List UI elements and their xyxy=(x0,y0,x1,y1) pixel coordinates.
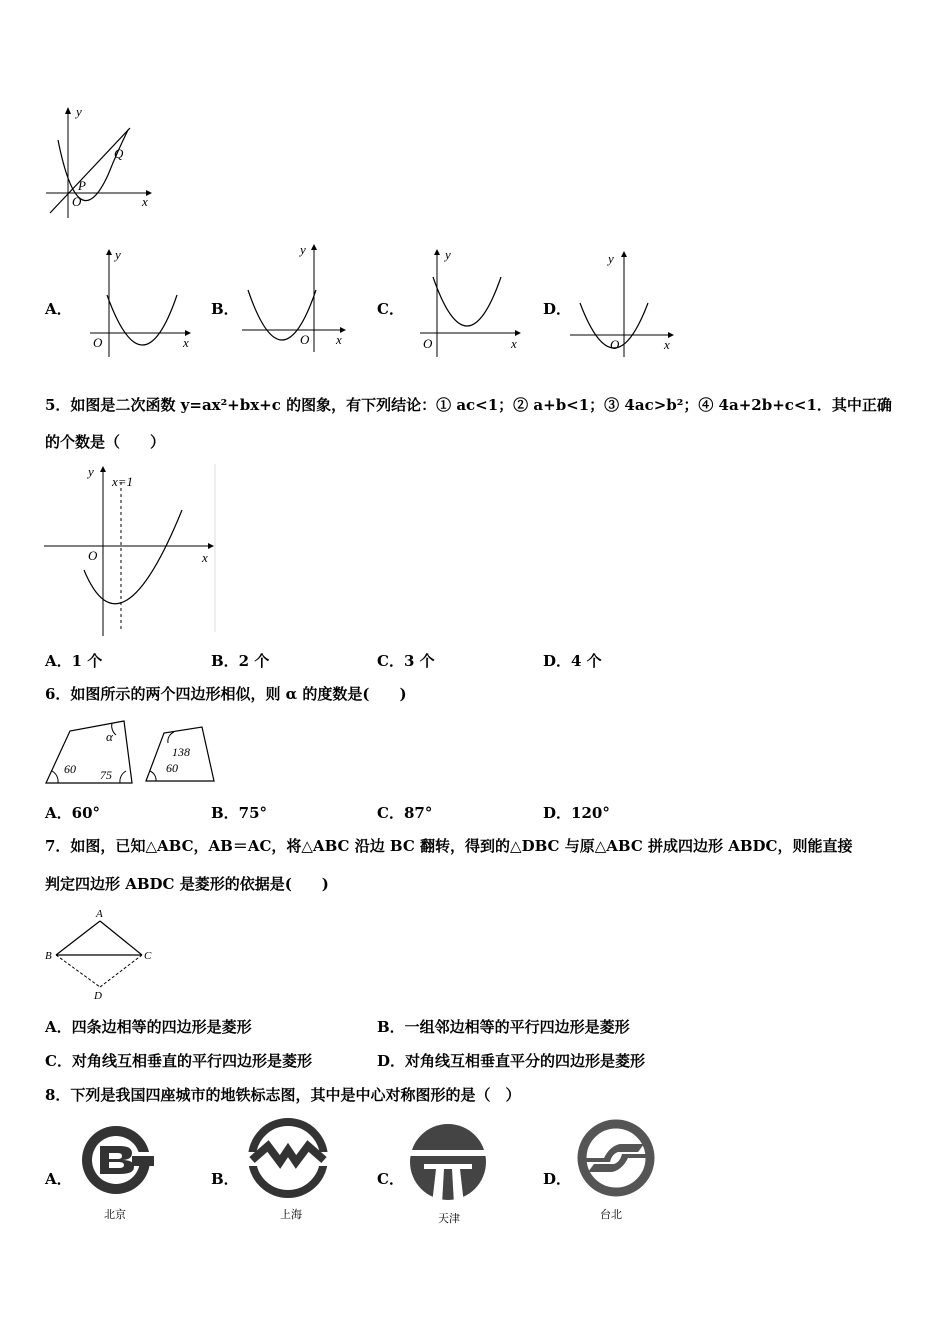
shanghai-metro-logo-icon[interactable] xyxy=(246,1116,330,1200)
q8-city-taipei: 台北 xyxy=(600,1208,622,1221)
q6-label-60b: 60 xyxy=(166,761,178,775)
q7-option-b[interactable]: B．一组邻边相等的平行四边形是菱形 xyxy=(377,1018,630,1036)
q4d-label-y: y xyxy=(608,251,614,266)
q4-label-y: y xyxy=(76,104,82,119)
q8-option-b-letter[interactable]: B． xyxy=(211,1170,239,1188)
q4-option-a-graph[interactable] xyxy=(85,245,195,357)
q6-label-75: 75 xyxy=(100,768,112,782)
q4b-label-y: y xyxy=(300,242,306,257)
q4d-label-o: O xyxy=(610,337,620,352)
q8-city-beijing: 北京 xyxy=(104,1208,126,1221)
q5-option-a[interactable]: A．1 个 xyxy=(45,652,103,670)
taipei-metro-logo-icon[interactable] xyxy=(574,1118,660,1202)
q4-stem-figure xyxy=(42,100,160,220)
q4b-label-o: O xyxy=(300,332,310,347)
q4-option-b-graph[interactable] xyxy=(240,240,350,352)
q4-option-d-letter[interactable]: D． xyxy=(543,300,572,318)
q7-option-a[interactable]: A．四条边相等的四边形是菱形 xyxy=(45,1018,252,1036)
q6-figure xyxy=(42,715,222,790)
q8-option-c-letter[interactable]: C． xyxy=(377,1170,404,1188)
q4-option-c-graph[interactable] xyxy=(415,245,527,357)
tianjin-metro-logo-icon[interactable] xyxy=(406,1120,490,1204)
q7-option-c[interactable]: C．对角线互相垂直的平行四边形是菱形 xyxy=(45,1052,312,1070)
q7-label-d: D xyxy=(94,990,102,1002)
q8-city-tianjin: 天津 xyxy=(438,1212,460,1225)
q4b-label-x: x xyxy=(336,332,342,347)
q7-stem-line1: 7．如图，已知△ABC，AB＝AC，将△ABC 沿边 BC 翻转，得到的△DBC 与原△ABC 拼成四边形 ABDC，则能直接 xyxy=(45,837,853,855)
q6-option-c[interactable]: C．87° xyxy=(377,804,433,822)
q7-stem-line2: 判定四边形 ABDC 是菱形的依据是( ) xyxy=(45,875,329,893)
q5-option-d[interactable]: D．4 个 xyxy=(543,652,602,670)
q7-label-b: B xyxy=(45,950,52,962)
q4c-label-o: O xyxy=(423,336,433,351)
q4a-label-o: O xyxy=(93,335,103,350)
q5-figure xyxy=(42,460,218,636)
q6-label-alpha: α xyxy=(106,729,113,744)
q5-label-x: x xyxy=(202,550,208,565)
q4a-label-y: y xyxy=(115,247,121,262)
q6-option-d[interactable]: D．120° xyxy=(543,804,610,822)
q6-option-b[interactable]: B．75° xyxy=(211,804,268,822)
q5-label-line: x=1 xyxy=(112,474,134,489)
q4-label-o: O xyxy=(72,194,82,209)
q4c-label-y: y xyxy=(445,247,451,262)
q4c-label-x: x xyxy=(511,336,517,351)
q4d-label-x: x xyxy=(664,337,670,352)
q4-option-c-letter[interactable]: C． xyxy=(377,300,404,318)
q7-label-a: A xyxy=(96,908,103,920)
q7-option-d[interactable]: D．对角线互相垂直平分的四边形是菱形 xyxy=(377,1052,646,1070)
q6-stem: 6．如图所示的两个四边形相似，则 α 的度数是( ) xyxy=(45,685,407,703)
q8-option-a-letter[interactable]: A． xyxy=(45,1170,72,1188)
q8-option-d-letter[interactable]: D． xyxy=(543,1170,572,1188)
q5-option-b[interactable]: B．2 个 xyxy=(211,652,270,670)
q7-label-c: C xyxy=(144,950,152,962)
q4-label-x: x xyxy=(142,194,148,209)
q5-option-c[interactable]: C．3 个 xyxy=(377,652,435,670)
q4-option-b-letter[interactable]: B． xyxy=(211,300,239,318)
q5-stem-line2: 的个数是（ ） xyxy=(45,433,166,451)
q4-option-a-letter[interactable]: A． xyxy=(45,300,72,318)
q4-option-d-graph[interactable] xyxy=(568,245,680,357)
q5-stem-line1: 5．如图是二次函数 y=ax²+bx+c 的图象，有下列结论：① ac<1；② a+b<1；③ 4ac>b²；④ 4a+2b+c<1．其中正确 xyxy=(45,396,892,414)
q6-label-60a: 60 xyxy=(64,762,76,776)
q8-stem: 8．下列是我国四座城市的地铁标志图，其中是中心对称图形的是（ ） xyxy=(45,1086,521,1104)
q6-label-138: 138 xyxy=(172,745,190,759)
q4-label-p: P xyxy=(78,178,86,193)
beijing-metro-logo-icon[interactable] xyxy=(76,1122,160,1202)
q4-label-q: Q xyxy=(114,146,124,161)
q4a-label-x: x xyxy=(183,335,189,350)
q5-label-y: y xyxy=(88,464,94,479)
q6-option-a[interactable]: A．60° xyxy=(45,804,101,822)
q7-figure xyxy=(42,905,162,1003)
q8-city-shanghai: 上海 xyxy=(280,1208,302,1221)
q5-label-o: O xyxy=(88,548,98,563)
